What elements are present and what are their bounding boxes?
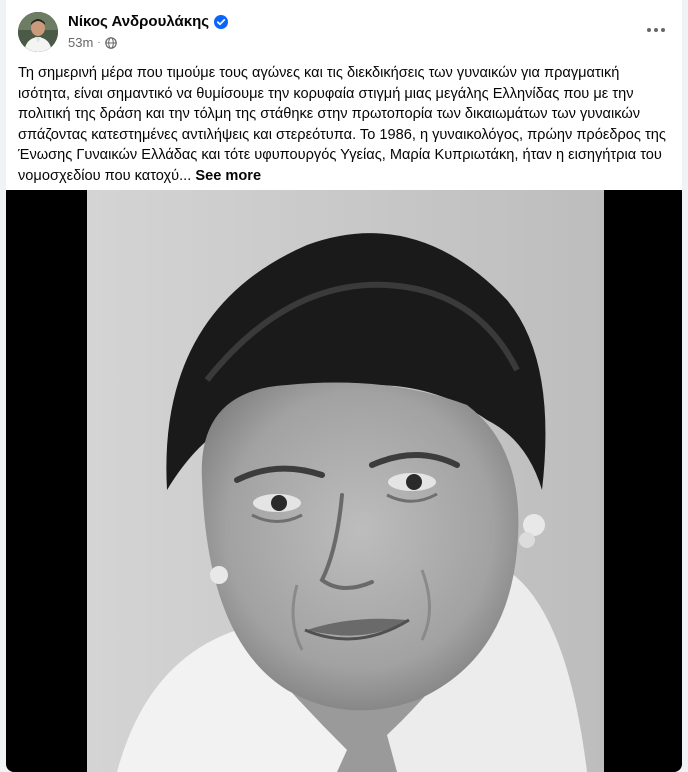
- see-more-link[interactable]: See more: [195, 167, 262, 184]
- separator-dot: ·: [97, 37, 101, 48]
- verified-badge-icon: [214, 15, 228, 29]
- portrait-image: [87, 190, 604, 772]
- globe-icon[interactable]: [105, 37, 117, 49]
- post-text: [18, 63, 670, 187]
- timestamp-link[interactable]: 53m: [68, 35, 94, 50]
- more-options-dot: [654, 28, 658, 32]
- post-meta: [68, 35, 117, 50]
- post-header: [6, 0, 682, 60]
- post-media[interactable]: [6, 190, 682, 772]
- avatar-image: [18, 12, 58, 52]
- more-options-dot: [661, 28, 665, 32]
- post-body: Τη σημερινή μέρα που τιμούμε τους αγώνες και τις διεκδικήσεις των γυναικών για πραγματική ισότητα, είναι σημαντικό να θυμίσουμε την κορυφαία στιγμή μιας μεγάλης Ελληνίδας που με την πολιτική της δράση και την τόλμη της στάθηκε στην πρωτοπορία των δικαιωμάτων των γυναικών σπάζοντας κατεστημένες αντιλήψεις και στερεότυπα. Το 1986, η γυναικολόγος, πρώην πρόεδρος της Ένωσης Γυναικών Ελλάδας και τότε υφυπουργός Υγείας, Μαρία Κυπριωτάκη, ήταν η εισηγήτρια του νομοσχεδίου που κατοχύ...: [18, 65, 666, 184]
- post-card: [6, 0, 682, 772]
- avatar[interactable]: [18, 12, 58, 52]
- more-options-button[interactable]: [640, 16, 672, 44]
- author-name: Νίκος Ανδρουλάκης: [68, 13, 210, 30]
- portrait-photo[interactable]: [87, 190, 604, 772]
- author-name-link[interactable]: [68, 13, 228, 30]
- more-options-icon: [647, 28, 651, 32]
